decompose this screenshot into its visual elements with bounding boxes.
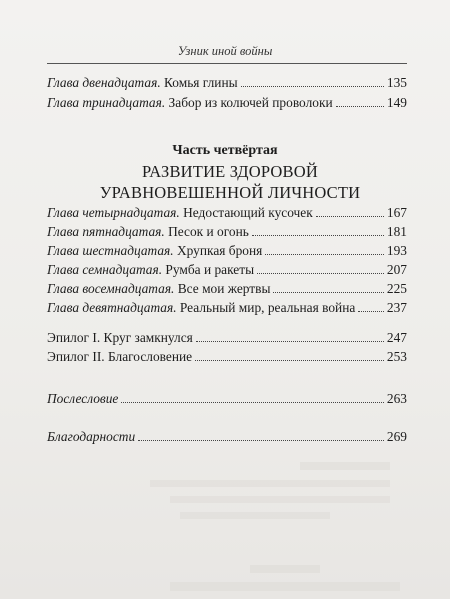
page-number: 253 — [386, 349, 407, 364]
page-number: 181 — [386, 224, 407, 239]
leader-dots — [195, 349, 384, 361]
page-number: 237 — [386, 300, 407, 315]
toc-entry-ch14 — [47, 205, 407, 223]
page-number: 263 — [386, 391, 407, 406]
part-title: Часть четвёртая — [172, 143, 278, 158]
leader-dots — [138, 429, 384, 441]
leader-dots — [257, 262, 384, 274]
toc-entry-label: Глава двенадцатая. Комья глины — [47, 75, 238, 90]
page-number: 149 — [386, 95, 407, 110]
toc-entry-label: Глава тринадцатая. Забор из колючей проволоки — [47, 95, 333, 110]
toc-entry-afterword — [47, 391, 407, 409]
leader-dots — [196, 330, 384, 342]
page-number: 207 — [386, 262, 407, 277]
toc-entry-ch16 — [47, 243, 407, 261]
leader-dots — [273, 281, 383, 293]
toc-entry-label: Эпилог II. Благословение — [47, 349, 193, 364]
leader-dots — [265, 243, 384, 255]
toc-entry-label: Глава семнадцатая. Румба и ракеты — [47, 262, 255, 277]
page-number: 193 — [386, 243, 407, 258]
page-number: 167 — [386, 205, 407, 220]
leader-dots — [121, 391, 384, 403]
show-through-mark — [150, 480, 390, 487]
toc-entry-ch19 — [47, 300, 407, 318]
page-number: 135 — [386, 75, 407, 90]
toc-entry-label: Глава четырнадцатая. Недостающий кусочек — [47, 205, 313, 220]
show-through-mark — [170, 582, 400, 591]
toc-entry-epilogue-2 — [47, 349, 407, 367]
toc-entry-label: Послесловие — [47, 391, 119, 406]
toc-entry-label: Глава шестнадцатая. Хрупкая броня — [47, 243, 263, 258]
header-rule — [47, 63, 407, 64]
leader-dots — [358, 300, 384, 312]
show-through-mark — [180, 512, 330, 519]
toc-entry-ch13 — [47, 95, 407, 113]
show-through-mark — [170, 496, 390, 503]
show-through-mark — [300, 462, 390, 470]
page-number: 225 — [386, 281, 407, 296]
running-head: Узник иной войны — [177, 44, 273, 58]
toc-entry-ch18 — [47, 281, 407, 299]
leader-dots — [316, 205, 384, 217]
page-number: 269 — [386, 429, 407, 444]
toc-entry-acknowledgements — [47, 429, 407, 447]
toc-entry-label: Эпилог I. Круг замкнулся — [47, 330, 193, 345]
toc-entry-ch17 — [47, 262, 407, 280]
toc-entry-label: Глава девятнадцатая. Реальный мир, реальная война — [47, 300, 356, 315]
toc-entry-label: Глава пятнадцатая. Песок и огонь — [47, 224, 249, 239]
page-number: 247 — [386, 330, 407, 345]
part-subtitle: РАЗВИТИЕ ЗДОРОВОЙ УРАВНОВЕШЕННОЙ ЛИЧНОСТИ — [99, 162, 361, 202]
show-through-mark — [250, 565, 320, 573]
leader-dots — [241, 75, 384, 87]
toc-entry-epilogue-1 — [47, 330, 407, 348]
toc-entry-ch12 — [47, 75, 407, 93]
toc-entry-label: Глава восемнадцатая. Все мои жертвы — [47, 281, 271, 296]
leader-dots — [252, 224, 384, 236]
toc-entry-ch15 — [47, 224, 407, 242]
leader-dots — [336, 95, 384, 107]
toc-entry-label: Благодарности — [47, 429, 136, 444]
